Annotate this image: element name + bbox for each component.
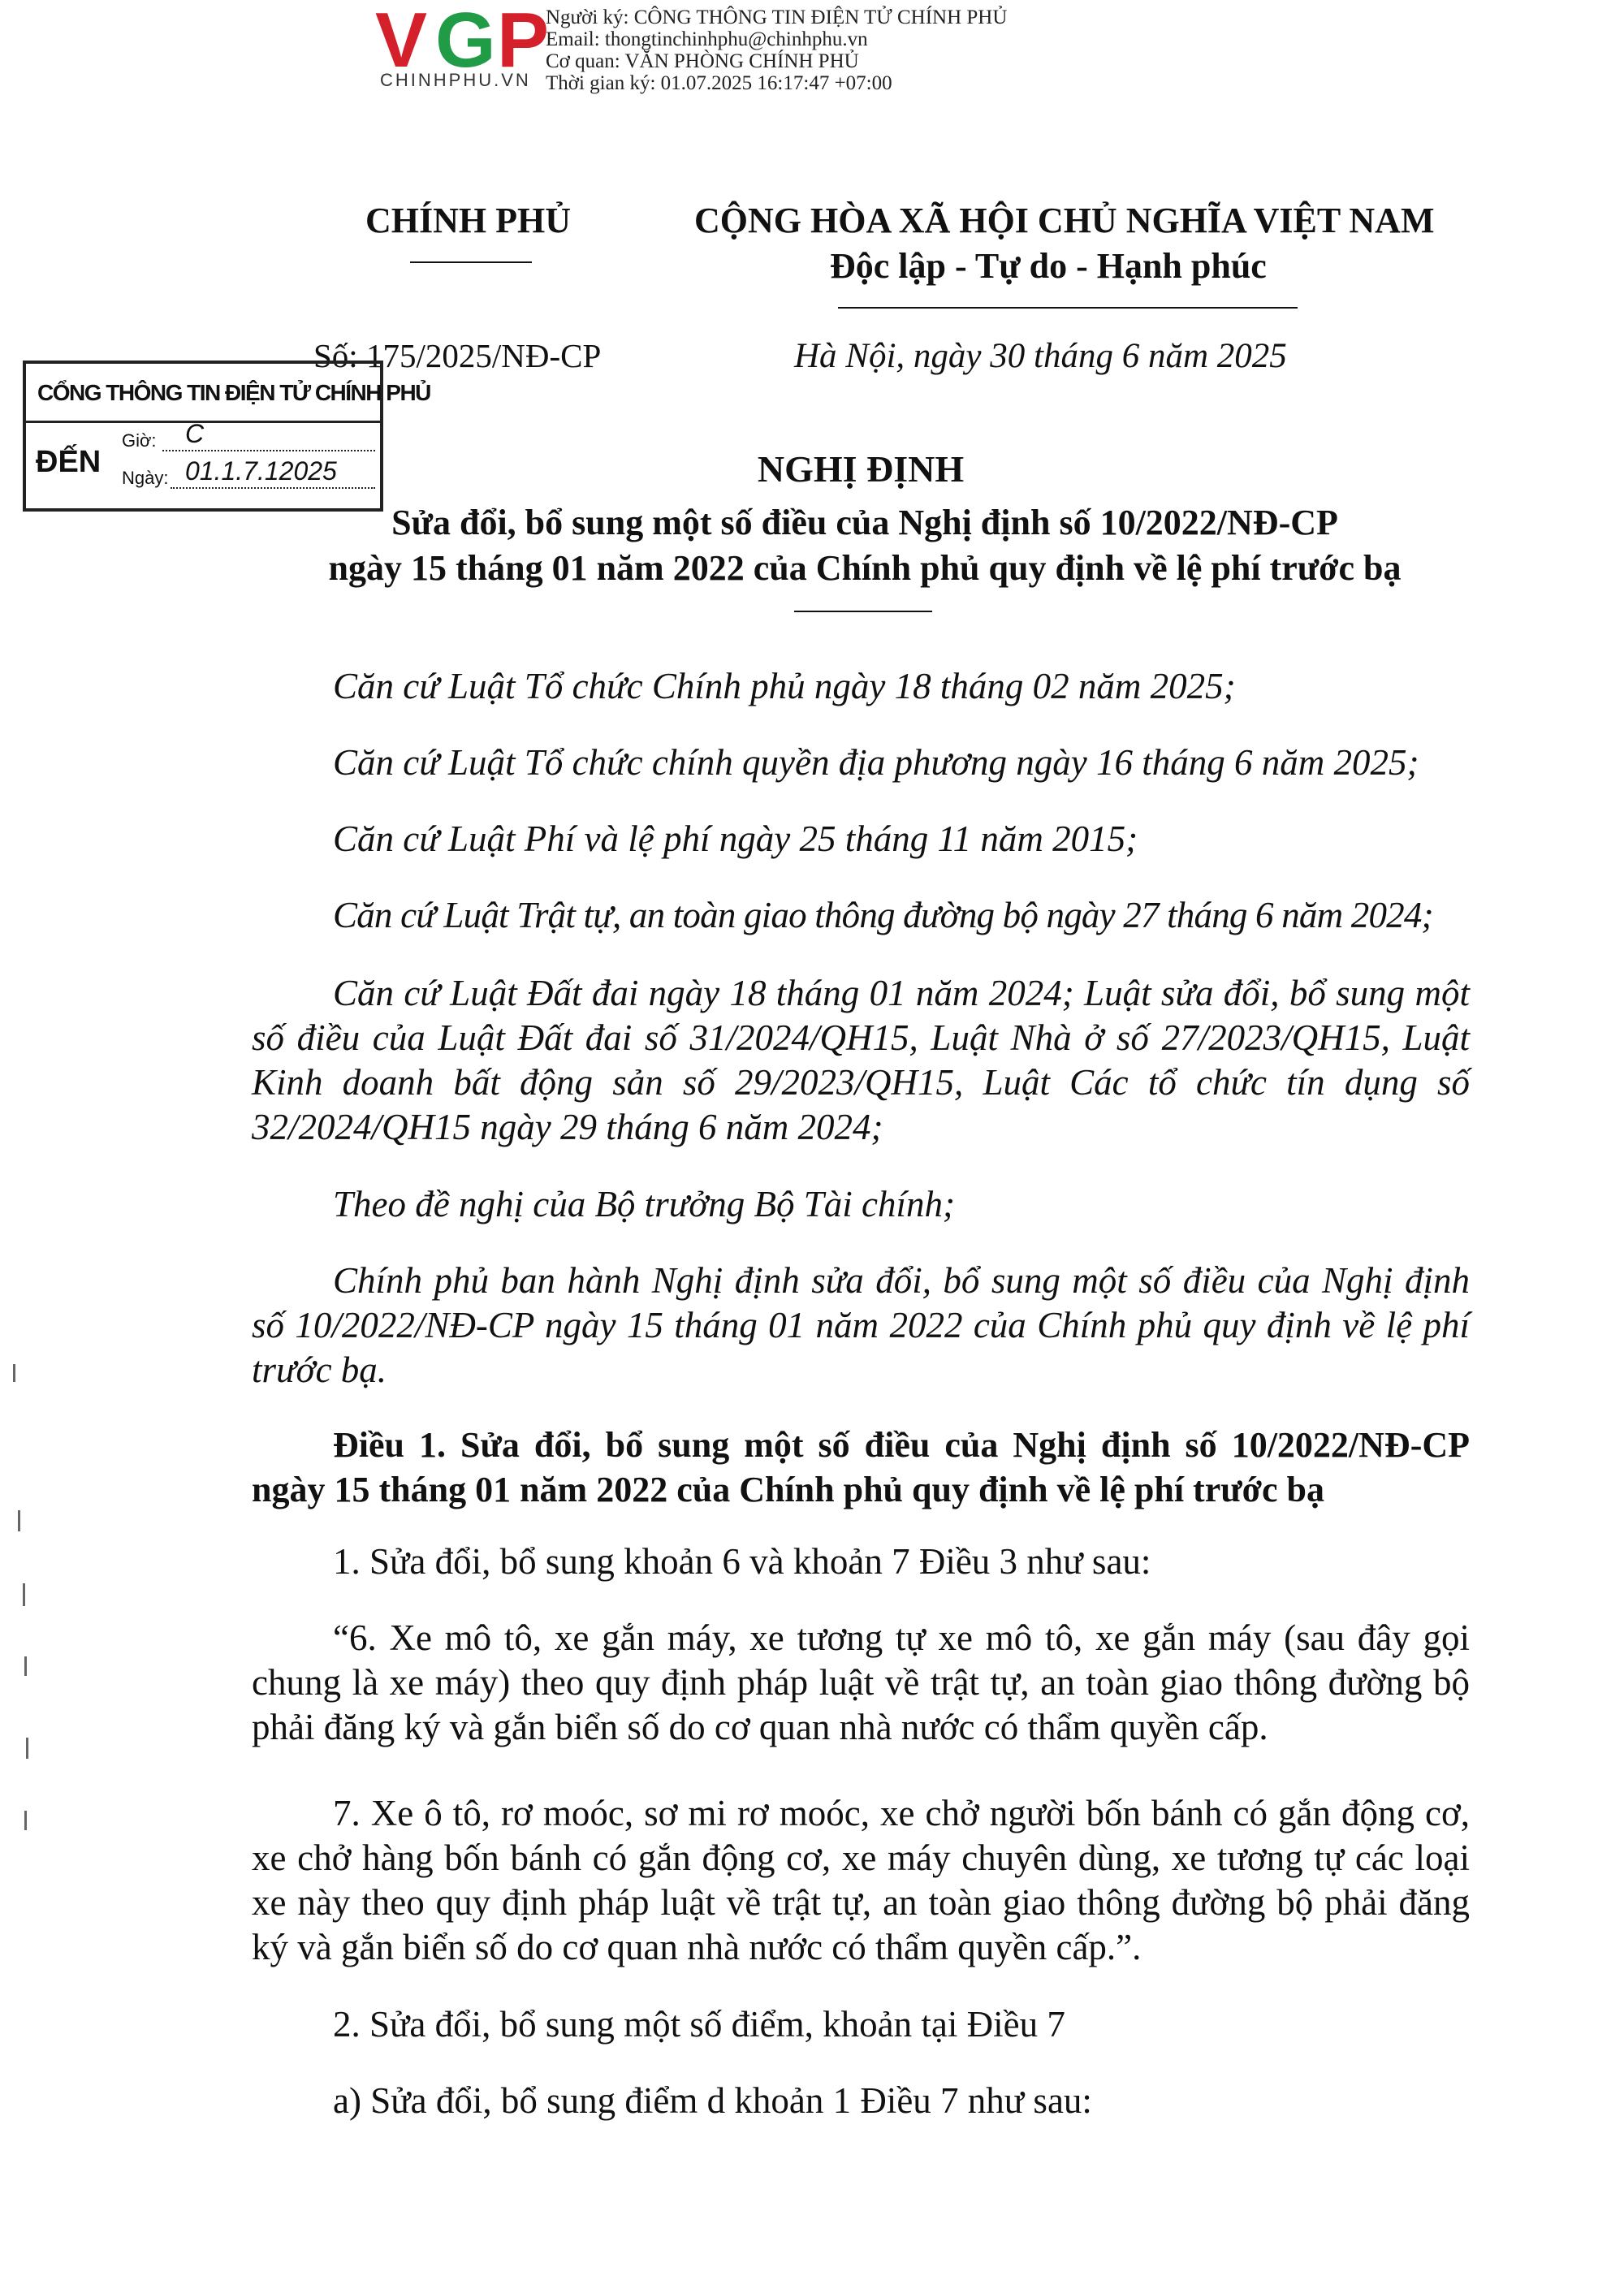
stamp-den: ĐẾN <box>36 445 102 479</box>
preamble-item: Căn cứ Luật Đất đai ngày 18 tháng 01 năm 2024; Luật sửa đổi, bổ sung một số điều của Luật Đất đai số 31/2024/QH15, Luật Nhà ở số 27/2023/QH15, Luật Kinh doanh bất động sản số 29/2023/QH15, Luật Các tổ chức tín dụng số 32/2024/QH15 ngày 29 tháng 6 năm 2024; <box>252 973 1470 1147</box>
clause-1-item-6: “6. Xe mô tô, xe gắn máy, xe tương tự xe mô tô, xe gắn máy (sau đây gọi chung là xe máy) theo quy định pháp luật về trật tự, an toàn giao thông đường bộ phải đăng ký và gắn biển số do cơ quan nhà nước có thẩm quyền cấp. <box>252 1617 1470 1747</box>
signer-line: Người ký: CÔNG THÔNG TIN ĐIỆN TỬ CHÍNH PHỦ <box>546 6 1008 28</box>
stamp-title: CỔNG THÔNG TIN ĐIỆN TỬ CHÍNH PHỦ <box>37 380 430 405</box>
issuer-name: CHÍNH PHỦ <box>365 201 571 240</box>
preamble-item: Theo đề nghị của Bộ trưởng Bộ Tài chính; <box>333 1184 955 1224</box>
preamble-item: Căn cứ Luật Trật tự, an toàn giao thông đường bộ ngày 27 tháng 6 năm 2024; <box>333 895 1433 935</box>
document-title-line-2: ngày 15 tháng 01 năm 2022 của Chính phủ quy định về lệ phí trước bạ <box>328 548 1402 588</box>
stamp-date-value: 01.1.7.12025 <box>185 456 337 486</box>
stamp-time-dots <box>162 450 375 451</box>
article-1-heading: Điều 1. Sửa đổi, bổ sung một số điều của Nghị định số 10/2022/NĐ-CP ngày 15 tháng 01 năm 2022 của Chính phủ quy định về lệ phí trước bạ <box>252 1425 1470 1509</box>
preamble-enactment: Chính phủ ban hành Nghị định sửa đổi, bổ sung một số điều của Nghị định số 10/2022/NĐ-CP ngày 15 tháng 01 năm 2022 của Chính phủ quy định về lệ phí trước bạ. <box>252 1260 1470 1390</box>
stamp-date-dots <box>171 487 375 489</box>
motto-underline <box>838 307 1298 309</box>
place-date: Hà Nội, ngày 30 tháng 6 năm 2025 <box>794 337 1287 375</box>
stamp-time-value: C <box>185 419 205 448</box>
scan-mark <box>26 1738 28 1759</box>
preamble-item: Căn cứ Luật Tổ chức chính quyền địa phương ngày 16 tháng 6 năm 2025; <box>333 742 1419 783</box>
scan-mark <box>18 1510 20 1531</box>
vgp-logo-p: P <box>497 0 550 84</box>
received-stamp <box>23 361 430 512</box>
country-name: CỘNG HÒA XÃ HỘI CHỦ NGHĨA VIỆT NAM <box>694 201 1435 240</box>
vgp-logo-v: V <box>375 0 428 84</box>
preamble-item: Căn cứ Luật Phí và lệ phí ngày 25 tháng 11 năm 2015; <box>333 818 1138 859</box>
vgp-logo-g: G <box>435 0 496 84</box>
vgp-domain: CHINHPHU.VN <box>380 70 531 90</box>
document-type: NGHỊ ĐỊNH <box>757 448 965 490</box>
stamp-date-label: Ngày: <box>122 468 169 488</box>
clause-1-item-7: 7. Xe ô tô, rơ moóc, sơ mi rơ moóc, xe chở người bốn bánh có gắn động cơ, xe chở hàng bốn bánh có gắn động cơ, xe máy chuyên dùng, xe tương tự các loại xe này theo quy định pháp luật về trật tự, an toàn giao thông đường bộ phải đăng ký và gắn biển số do cơ quan nhà nước có thẩm quyền cấp.”. <box>252 1793 1470 1967</box>
agency-line: Cơ quan: VĂN PHÒNG CHÍNH PHỦ <box>546 50 859 72</box>
document-title-line-1: Sửa đổi, bổ sung một số điều của Nghị định số 10/2022/NĐ-CP <box>391 503 1338 542</box>
title-underline <box>794 611 932 612</box>
issuer-underline <box>410 261 532 263</box>
scan-mark <box>13 1364 15 1382</box>
preamble-item: Căn cứ Luật Tổ chức Chính phủ ngày 18 tháng 02 năm 2025; <box>333 666 1236 706</box>
scan-mark <box>24 1811 27 1830</box>
national-motto: Độc lập - Tự do - Hạnh phúc <box>830 246 1267 286</box>
scan-mark <box>23 1583 25 1606</box>
document-number: Số: 175/2025/NĐ-CP <box>313 337 602 374</box>
clause-2: 2. Sửa đổi, bổ sung một số điểm, khoản tại Điều 7 <box>333 2004 1065 2045</box>
sign-time-line: Thời gian ký: 01.07.2025 16:17:47 +07:00 <box>546 72 892 94</box>
clause-2-point-a: a) Sửa đổi, bổ sung điểm d khoản 1 Điều 7 như sau: <box>333 2080 1092 2121</box>
stamp-time-label: Giờ: <box>122 430 157 451</box>
scan-mark <box>24 1656 27 1676</box>
digital-signature-info <box>546 6 1007 94</box>
clause-1: 1. Sửa đổi, bổ sung khoản 6 và khoản 7 Điều 3 như sau: <box>333 1541 1151 1582</box>
email-line: Email: thongtinchinhphu@chinhphu.vn <box>546 28 868 50</box>
